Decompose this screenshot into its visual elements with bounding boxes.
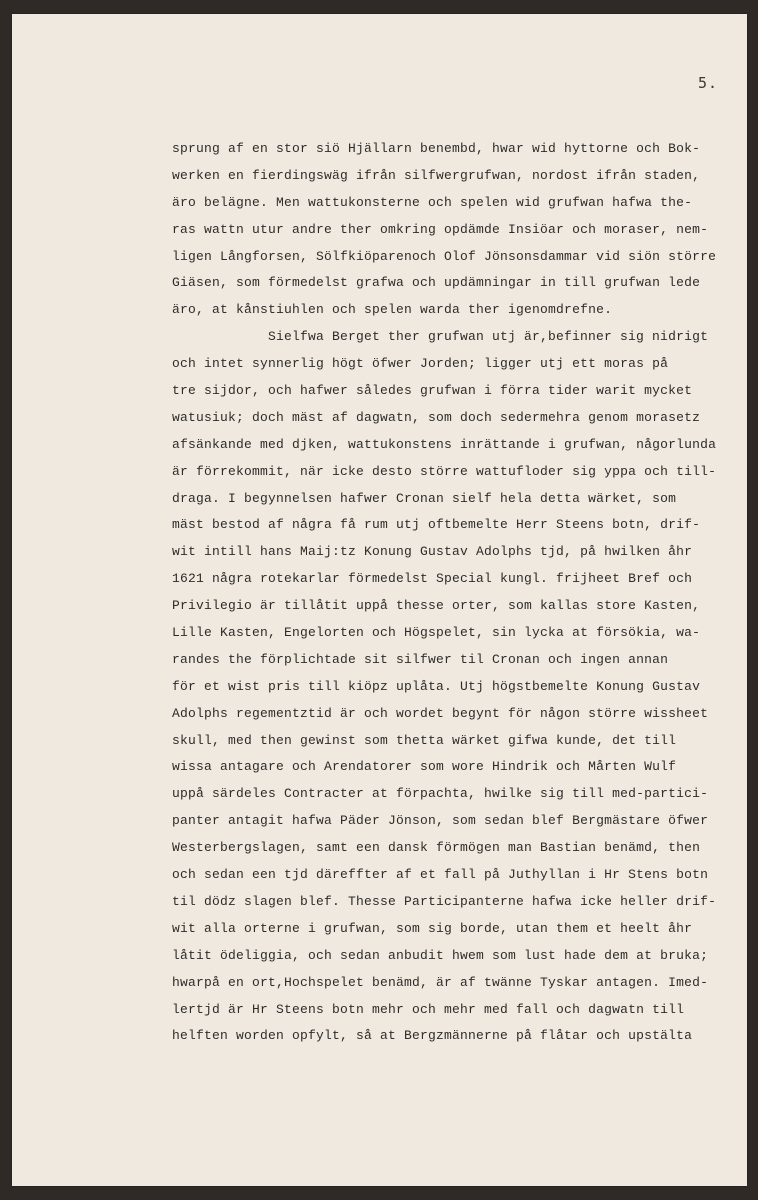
text-line: 1621 några rotekarlar förmedelst Special kungl. frijheet Bref och xyxy=(172,571,693,587)
text-line: är förrekommit, när icke desto större wattufloder sig yppa och till- xyxy=(172,463,717,479)
typewritten-text xyxy=(172,136,732,1050)
text-line: Lille Kasten, Engelorten och Högspelet, sin lycka at försökia, wa- xyxy=(172,625,701,641)
text-line: lertjd är Hr Steens botn mehr och mehr med fall och dagwatn till xyxy=(172,1001,685,1017)
text-line: skull, med then gewinst som thetta wärket gifwa kunde, det till xyxy=(172,732,677,748)
text-line: Privilegio är tillåtit uppå thesse orter, som kallas store Kasten, xyxy=(172,598,701,614)
text-line: Westerbergslagen, samt een dansk förmögen man Bastian benämd, then xyxy=(172,840,701,856)
text-line: för et wist pris till kiöpz uplåta. Utj högstbemelte Konung Gustav xyxy=(172,678,701,694)
text-line: och intet synnerlig högt öfwer Jorden; ligger utj ett moras på xyxy=(172,356,669,372)
text-line: låtit ödeliggia, och sedan anbudit hwem som lust hade dem at bruka; xyxy=(172,947,709,963)
text-line: til dödz slagen blef. Thesse Participanterne hafwa icke heller drif- xyxy=(172,893,717,909)
text-line: sprung af en stor siö Hjällarn benembd, hwar wid hyttorne och Bok- xyxy=(172,141,701,156)
text-line: afsänkande med djken, wattukonstens inrättande i grufwan, någorlunda xyxy=(172,436,717,452)
text-line: mäst bestod af några få rum utj oftbemelte Herr Steens botn, drif- xyxy=(172,517,701,533)
text-line: wissa antagare och Arendatorer som wore Hindrik och Mårten Wulf xyxy=(172,759,677,775)
text-line: ligen Långforsen, Sölfkiöparenoch Olof Jönsonsdammar vid siön större xyxy=(172,248,717,264)
text-line: hwarpå en ort,Hochspelet benämd, är af twänne Tyskar antagen. Imed- xyxy=(172,974,709,990)
text-line: wit intill hans Maij:tz Konung Gustav Adolphs tjd, på hwilken åhr xyxy=(172,544,693,560)
text-line: draga. I begynnelsen hafwer Cronan sielf hela detta wärket, som xyxy=(172,490,677,506)
text-line: helften worden opfylt, så at Bergzmännerne på flåtar och upstälta xyxy=(172,1028,693,1044)
paragraph-start-line: Sielfwa Berget ther grufwan utj är,befinner sig nidrigt xyxy=(268,329,709,345)
text-line: werken en fierdingswäg ifrån silfwergrufwan, nordost ifrån staden, xyxy=(172,167,701,183)
text-line: Adolphs regementztid är och wordet begynt för någon större wissheet xyxy=(172,705,709,721)
text-line: ras wattn utur andre ther omkring opdämde Insiöar och moraser, nem- xyxy=(172,221,709,237)
text-line: äro, at kånstiuhlen och spelen warda ther igenomdrefne. xyxy=(172,302,613,318)
text-line: uppå särdeles Contracter at förpachta, hwilke sig till med-partici- xyxy=(172,786,709,802)
text-line: panter antagit hafwa Päder Jönson, som sedan blef Bergmästare öfwer xyxy=(172,813,709,829)
page-number: 5. xyxy=(698,74,719,92)
text-line: wit alla orterne i grufwan, som sig borde, utan them et heelt åhr xyxy=(172,920,693,936)
text-line: Giäsen, som förmedelst grafwa och updämningar in till grufwan lede xyxy=(172,275,701,291)
text-line: äro belägne. Men wattukonsterne och spelen wid grufwan hafwa the- xyxy=(172,194,693,210)
text-line: randes the förplichtade sit silfwer til Cronan och ingen annan xyxy=(172,651,669,667)
text-line: watusiuk; doch mäst af dagwatn, som doch sedermehra genom morasetz xyxy=(172,409,701,425)
text-line: tre sijdor, och hafwer således grufwan i förra tider warit mycket xyxy=(172,383,693,399)
document-page xyxy=(12,14,747,1186)
text-line: och sedan een tjd däreffter af et fall på Juthyllan i Hr Stens botn xyxy=(172,867,709,883)
